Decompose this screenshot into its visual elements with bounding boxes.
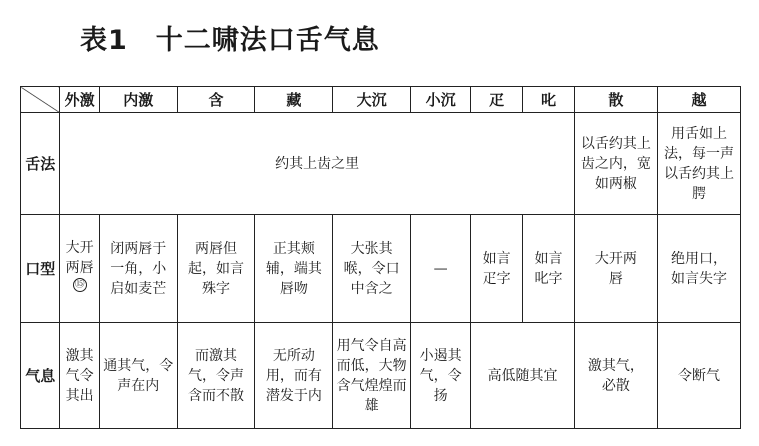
mouth-san-cell: 大开两唇: [574, 215, 657, 323]
mouth-han-cell: 两唇但起，如言殊字: [177, 215, 255, 323]
breath-cang-cell: 无所动用，而有潜发于内: [255, 323, 333, 429]
mouth-dachen-cell: 大张其喉，令口中含之: [333, 215, 411, 323]
footnote-marker: ⑮: [74, 279, 85, 291]
col-header-dachen: 大沉: [333, 87, 411, 113]
breath-waiji-cell: 激其气令其出: [60, 323, 99, 429]
col-header-neiji: 内激: [99, 87, 177, 113]
col-header-pi: 疋: [471, 87, 523, 113]
whistle-methods-table: [20, 86, 741, 429]
table-title: 表1 十二啸法口舌气息: [80, 25, 380, 56]
col-header-waiji: 外激: [60, 87, 99, 113]
col-header-chi: 叱: [523, 87, 575, 113]
mouth-cang-cell: 正其颊辅，端其唇吻: [255, 215, 333, 323]
breath-neiji-cell: 通其气，令声在内: [99, 323, 177, 429]
mouth-yue-cell: 绝用口，如言失字: [657, 215, 740, 323]
mouth-neiji-cell: 闭两唇于一角，小启如麦芒: [99, 215, 177, 323]
tongue-san-cell: 以舌约其上齿之内，宽如两椒: [574, 113, 657, 215]
mouth-xiaochen-cell: —: [411, 215, 471, 323]
tongue-merged-cell: 约其上齿之里: [60, 113, 575, 215]
col-header-yue: 越: [657, 87, 740, 113]
mouth-waiji-text: 大开两唇: [65, 240, 94, 277]
breath-xiaochen-cell: 小遏其气，令扬: [411, 323, 471, 429]
row-header-tongue: 舌法: [21, 113, 60, 215]
row-header-mouth: 口型: [21, 215, 60, 323]
breath-yue-cell: 令断气: [657, 323, 740, 429]
mouth-waiji-cell: [60, 215, 99, 323]
breath-pi-chi-cell: 高低随其宜: [471, 323, 575, 429]
row-header-breath: 气息: [21, 323, 60, 429]
corner-cell: [21, 87, 60, 113]
tongue-yue-cell: 用舌如上法，每一声以舌约其上腭: [657, 113, 740, 215]
breath-han-cell: 而激其气，令声含而不散: [177, 323, 255, 429]
col-header-cang: 藏: [255, 87, 333, 113]
col-header-han: 含: [177, 87, 255, 113]
mouth-chi-cell: 如言叱字: [523, 215, 575, 323]
breath-san-cell: 激其气，必散: [574, 323, 657, 429]
mouth-pi-cell: 如言疋字: [471, 215, 523, 323]
breath-dachen-cell: 用气令自高而低，大物含气煌煌而雄: [333, 323, 411, 429]
col-header-xiaochen: 小沉: [411, 87, 471, 113]
col-header-san: 散: [574, 87, 657, 113]
